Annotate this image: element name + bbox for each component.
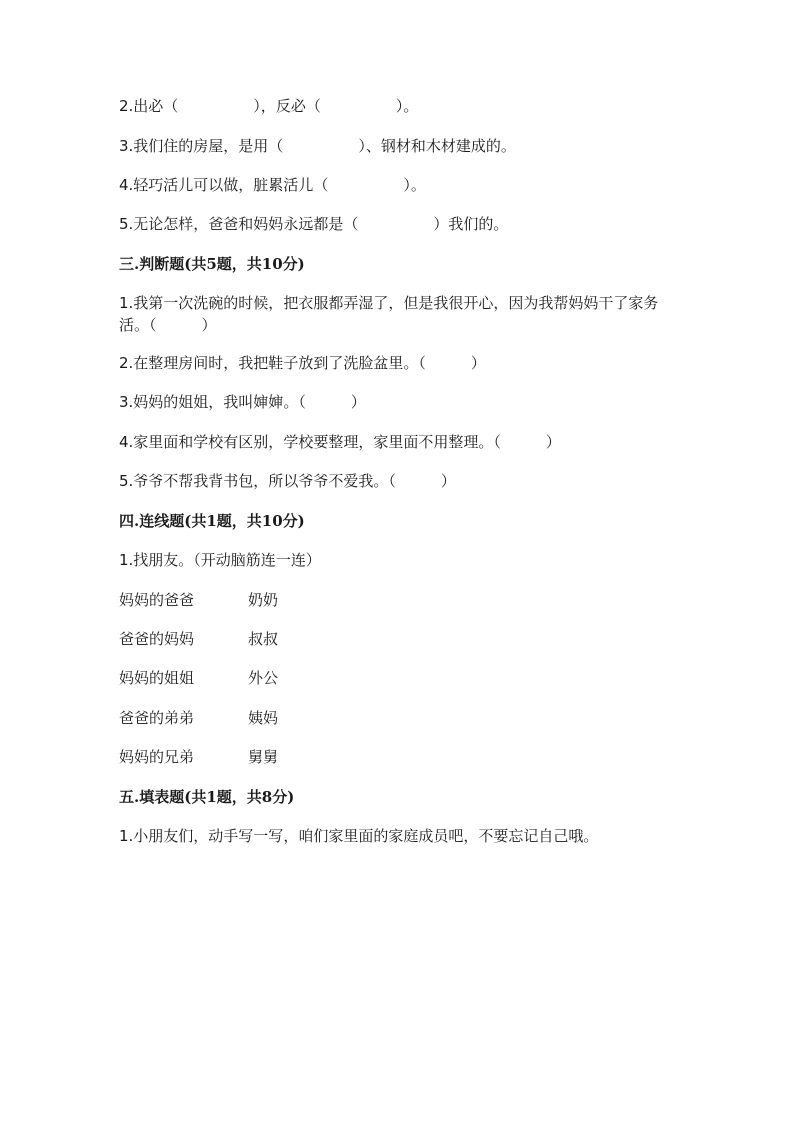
matching-left-item: 妈妈的姐姐 <box>119 669 195 687</box>
matching-right-item: 叔叔 <box>248 630 279 648</box>
true-false-question-4: 4.家里面和学校有区别，学校要整理，家里面不用整理。（ ） <box>119 433 561 451</box>
matching-left-item: 妈妈的兄弟 <box>119 748 195 766</box>
matching-right-item: 舅舅 <box>248 748 279 766</box>
section-heading-fill-table: 五.填表题(共1题，共8分) <box>119 788 295 806</box>
matching-left-item: 妈妈的爸爸 <box>119 591 195 609</box>
matching-right-item: 外公 <box>248 669 279 687</box>
fill-blank-question-2: 2.出必（ ），反必（ ）。 <box>119 97 419 115</box>
matching-right-item: 奶奶 <box>248 591 279 609</box>
matching-left-item: 爸爸的弟弟 <box>119 709 195 727</box>
true-false-question-2: 2.在整理房间时，我把鞋子放到了洗脸盆里。（ ） <box>119 354 486 372</box>
matching-question: 1.找朋友。（开动脑筋连一连） <box>119 551 321 569</box>
section-heading-matching: 四.连线题(共1题，共10分) <box>119 512 305 530</box>
matching-right-item: 姨妈 <box>248 709 279 727</box>
true-false-question-1: 1.我第一次洗碗的时候，把衣服都弄湿了，但是我很开心，因为我帮妈妈干了家务活。（ ） <box>119 294 659 334</box>
fill-blank-question-3: 3.我们住的房屋，是用（ ）、钢材和木材建成的。 <box>119 137 516 155</box>
fill-blank-question-4: 4.轻巧活儿可以做，脏累活儿（ ）。 <box>119 176 426 194</box>
section-heading-true-false: 三.判断题(共5题，共10分) <box>119 255 305 273</box>
fill-blank-question-5: 5.无论怎样，爸爸和妈妈永远都是（ ）我们的。 <box>119 215 509 233</box>
true-false-question-5: 5.爷爷不帮我背书包，所以爷爷不爱我。（ ） <box>119 472 456 490</box>
fill-table-question: 1.小朋友们，动手写一写，咱们家里面的家庭成员吧，不要忘记自己哦。 <box>119 827 599 845</box>
matching-left-item: 爸爸的妈妈 <box>119 630 195 648</box>
true-false-question-3: 3.妈妈的姐姐，我叫婶婶。（ ） <box>119 393 366 411</box>
